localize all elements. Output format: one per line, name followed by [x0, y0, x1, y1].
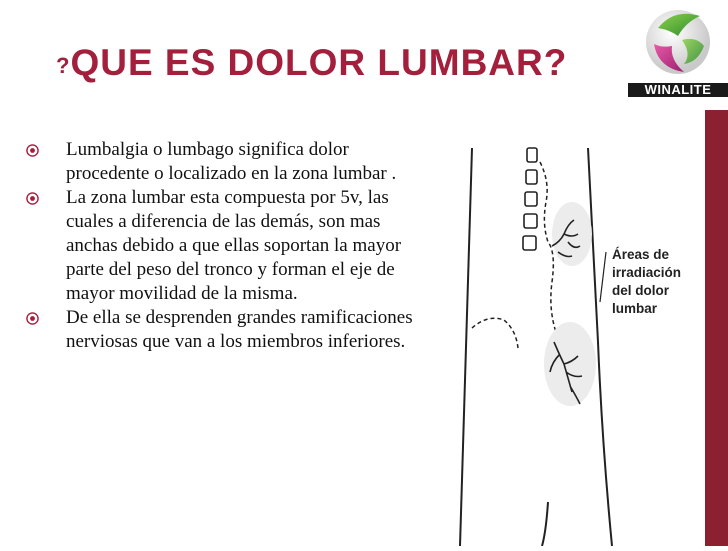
- figure-label-line: del dolor: [612, 283, 669, 298]
- title-question-mark: ?: [56, 53, 71, 78]
- bullet-text: De ella se desprenden grandes ramificaciones nerviosas que van a los miembros inferiores.: [66, 307, 413, 352]
- figure-label-line: lumbar: [612, 301, 658, 316]
- bullet-text: Lumbalgia o lumbago significa dolor procedente o localizado en la zona lumbar .: [66, 139, 397, 184]
- logo-text: WINALITE: [628, 83, 728, 97]
- accent-side-bar: [705, 110, 728, 546]
- figure-label: [612, 246, 682, 318]
- figure-label-line: irradiación: [612, 265, 682, 280]
- target-circle-icon: [26, 312, 39, 325]
- target-circle-icon: [26, 192, 39, 205]
- slide-title: [56, 42, 567, 84]
- bullet-text: La zona lumbar esta compuesta por 5v, las cuales a diferencia de las demás, son mas anchas debido a que ellas soportan la mayor parte del peso del tronco y forman el eje de mayor movilidad de la misma.: [66, 187, 402, 304]
- bullet-list: [26, 138, 426, 354]
- lower-back-diagram: [448, 142, 682, 546]
- title-text: QUE ES DOLOR LUMBAR?: [70, 42, 568, 83]
- figure-label-line: Áreas de: [612, 247, 670, 262]
- winalite-logo: [628, 0, 728, 104]
- logo-emblem-icon: [628, 0, 728, 82]
- target-circle-icon: [26, 144, 39, 157]
- bullet-item: [26, 186, 426, 306]
- bullet-item: [26, 138, 426, 186]
- bullet-item: [26, 306, 426, 354]
- lumbar-illustration: [448, 142, 682, 546]
